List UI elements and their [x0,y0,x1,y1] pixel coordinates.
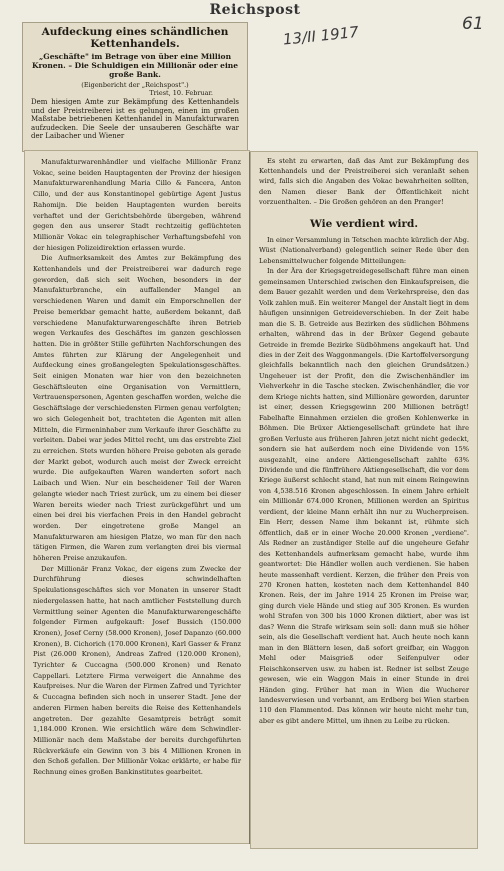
right-column-text [259,235,469,726]
column-divider [249,152,250,844]
page-number: 61 [462,14,484,34]
article-dateline: Triest, 10. Februar. [149,89,213,97]
section-heading: Wie verdient wird. [310,218,418,231]
article-subheadline: „Geschäfte" im Betrage von über eine Million Kronen. – Die Schuldigen ein Millionär oder eine große Bank. [31,52,239,79]
left-column-text [33,157,241,778]
article-clipping-top [22,22,248,152]
right-column-intro [259,156,469,207]
article-clipping-left-column [24,150,250,844]
right-intro-paragraph: Es steht zu erwarten, daß das Amt zur Bekämpfung des Kettenhandels und der Preistreiberei sich veranlaßt sehen wird, falls sich die Angaben des Vokac bewahrheiten sollten, den Namen dieser Bank der Öffentlichkeit nicht vorzuenthalten. – Die Großen gehören an den Pranger! [259,157,469,206]
article-clipping-right-column [250,151,478,849]
article-headline: Aufdeckung eines schändlichen Kettenhandels. [41,26,229,50]
left-paragraph: Manufakturwarenhändler und vielfache Millionär Franz Vokac, seine beiden Hauptagenten der Provinz der hiesigen Manufakturwarenhandlung Maria Cillo & Fancera, Anton Cillo, und der aus Konstantinopel gebürtige Agent Justus Rahomijn. Die beiden Hauptagenten wurden bereits verhaftet und der Gerichtsbehörde übergeben, während gegen den aus unserer Stadt rechtzeitig geflüchteten Millionär Vokac ein telegraphischer Verhaftungsbefehl von der hiesigen Polizeidirektion erlassen wurde. [33,158,241,252]
left-paragraph: Die Aufmerksamkeit des Amtes zur Bekämpfung des Kettenhandels und der Preistreiberei war dadurch rege geworden, daß sich seit Wochen, besonders in der Manufakturbranche, ein auffallender Mangel an verschiedenen Waren und damit ein Emporschnellen der Preise bemerkbar gemacht hatte, außerdem bekannt, daß verschiedene Manufakturwarengeschäfte ihren Betrieb wegen Verkaufes des Geschäftes im ganzen geschlossen hatten. Die in größter Stille geführten Nachforschungen des Amtes führten zur Klärung der Angelegenheit und Aufdeckung eines großangelegten Spekulationsgeschäftes. Seit einigen Monaten war hier von den bezeichneten Geschäftsleuten eine Organisation von Vermittlern, Vertrauenspersonen, Agenten geschaffen worden, welche die Geschäftslage der verschiedensten Firmen genau verfolgten; wo sich Gelegenheit bot, trachteten die Agenten mit allen Mitteln, die Firmeninhaber zum Verkaufe ihrer Geschäfte zu verleiten. Dabei war jedes Mittel recht, um das erstrebte Ziel zu erreichen. Stets wurden höhere Preise geboten als gerade der Markt gebot, wodurch auch meist der Zweck erreicht wurde. Die aufgekauften Waren wanderten sofort nach Laibach und Wien. Nur ein bescheidener Teil der Waren gelangte wieder nach Triest zurück, um zu einem bei dieser Waren bereits wieder nach Triest zurückgeführt und um einen bei drei bis vierfachen Preis in den Handel gebracht worden. Der eingetretene große Mangel an Manufakturwaren am hiesigen Platze, wo man für den nach tätigen Firmen, die Waren zum verlangten drei bis viermal höheren Preise anzukaufen. [33,254,241,563]
handwritten-date: 13/II 1917 [282,22,360,49]
right-paragraph: In einer Versammlung in Tetschen machte kürzlich der Abg. Wüst (Nationalverband) gelegentlich seiner Rede über den Lebensmittelwucher folgende Mitteilungen: [259,236,469,265]
article-credit: (Eigenbericht der „Reichspost".) [81,81,189,89]
newspaper-masthead: Reichspost [209,2,301,18]
article-lead: Dem hiesigen Amte zur Bekämpfung des Kettenhandels und der Preistreiberei ist es gelungen, einen im großen Maßstabe betriebenen Kettenhandel in Manufakturwaren aufzudecken. Die Seele der unsauberen Geschäfte war der Laibacher und Wiener [31,98,239,140]
left-paragraph: Der Millionär Franz Vokac, der eigens zum Zwecke der Durchführung dieses schwindelhaften Spekulationsgeschäftes sich vor Monaten in unserer Stadt niedergelassen hatte, hat nach amtlicher Feststellung durch Vermittlung seiner Agenten die Manufakturwarengeschäfte folgender Firmen aufgekauft: Josef Bussich (150.000 Kronen), Josef Cerny (58.000 Kronen), Josef Dapanzo (60.000 Kronen), B. Cichorich (170.000 Kronen), Karl Gasser & Franz Pist (26.000 Kronen), Andreas Zafred (120.000 Kronen), Tyrichter & Cuccagna (500.000 Kronen) und Renato Cappellari. Letztere Firma verweigert die Annahme des Kaufpreises. Nur die Waren der Firmen Zafred und Tyrichter & Cuccagna befinden sich noch in unserer Stadt. Jene der anderen Firmen haben bereits die Reise des Kettenhandels angetreten. Der gezahlte Gesamtpreis beträgt somit 1,184.000 Kronen. Wie ersichtlich wäre dem Schwindler-Millionär nach dem Maßstabe der bereits durchgeführten Rückverkäufe ein Gewinn von 3 bis 4 Millionen Kronen in den Schoß gefallen. Der Millionär Vokac erklärte, er habe für Rechnung eines großen Bankinstitutes gearbeitet. [33,564,241,777]
right-paragraph: In der Ära der Kriegsgetreidegesellschaft führe man einen gemeinsamen Unterschied zwischen den Einkaufspreisen, die dem Bauer gezahlt werden und dem Verkehrspreise, den das Volk zahlen muß. Ein weiterer Mangel der Anstalt liegt in dem häufigen unsinnigen Getreideverschieben. In der Zeit habe man die S. B. Getreide aus Bezirken des südlichen Böhmens erhalten, während das in der Brüxer Gegend gebaute Getreide in fremde Bezirke Südböhmens angekauft hat. Und dies in der Zeit des Waggonmangels. (Die Kartoffelversorgung gleichfalls bekanntlich nach den gleichen Grundsätzen.) Ungeheuer ist der Profit, den die Zwischenhändler im Viehverkehr in die Tasche stecken. Zwischenhändler, die vor dem Kriege nichts hatten, sind Millionäre geworden, darunter ist einer, dessen Kriegsgewinn 200 Millionen beträgt! Fabelhafte Einnahmen erzielen die großen Kohlenwerke in Böhmen. Die Brüxer Aktiengesellschaft gründete hat ihre großen Verluste aus früheren Jahren jetzt nicht nicht gedeckt, sondern sie hat außerdem noch eine Dividende von 15% ausgezahlt, eine andere Aktiengesellschaft zahlte 63% Dividende und die fünffrühere Aktiengesellschaft, die vor dem Kriege äußerst schlecht stand, hat nun mit einem Reingewinn von 4,538.516 Kronen abgeschlossen. In einem Jahre erhielt ein Millionär 674.000 Kronen, Millionen werden an Spiritus verdient, der kleine Mann erhält ihn nur zu Wucherpreisen. Ein Herr, dessen Name ihm bekannt ist, rühmte sich öffentlich, daß er in einer Woche 20.000 Kronen „verdiene". Als Redner an zuständiger Stelle auf die ungeheure Gefahr des Kettenhandels aufmerksam gemacht habe, wurde ihm geantwortet: Die Händler wollen auch verdienen. Sie haben heute massenhaft verdient. Kerzen, die früher den Preis von 270 Kronen hatten, kosteten nach dem Kettenhandel 840 Kronen. Reis, der im Jahre 1914 25 Kronen im Preise war, ging durch viele Hände und stieg auf 305 Kronen. Es wurden wohl Strafen von 300 bis 1000 Kronen diktiert, aber was ist das? Wenn die Strafe wirksam sein soll: dann muß sie höher sein, als die Gesellschaft verdient hat. Auch heute noch kann man in den Blättern lesen, daß sofort greifbar, ein Waggon Mehl oder Maisgrieß oder Seifenpulver oder Fleischkonserven usw. zu haben ist. Redner ist selbst Zeuge gewesen, wie ein Waggon Mais in einer Stunde in drei Händen ging. Früher hat man in Wien die Wucherer landesverwiesen und verbannt, am Erdberg bei Wien starben 110 den Flammentod. Das können wir heute nicht mehr tun, aber es gibt andere Mittel, um ihnen zu Leibe zu rücken. [259,267,469,725]
